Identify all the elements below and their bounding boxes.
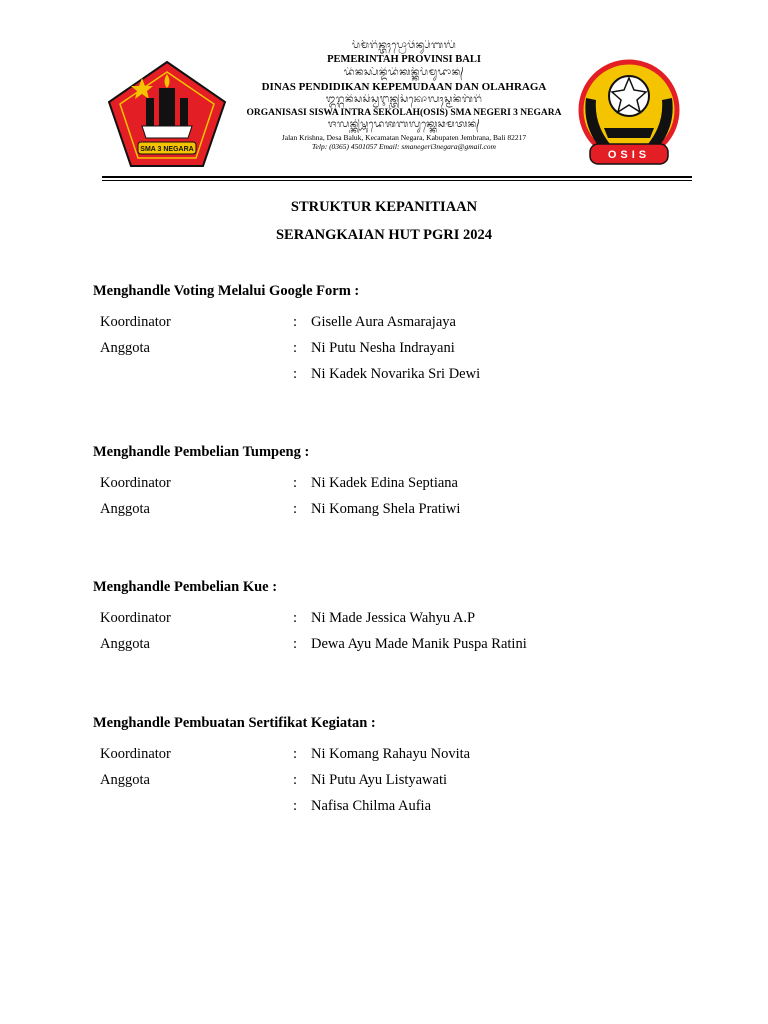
document-subtitle: SERANGKAIAN HUT PGRI 2024 xyxy=(275,227,493,243)
separator-colon: : xyxy=(293,610,298,626)
balinese-script-line: ᬧᭂᬫᭂᬭᬶᬦ᭄ᬢᬄᬧ᭄ᬭᭀᬯᬶᬦ᭄ᬲᬶᬩᬮᬶ xyxy=(351,40,457,51)
letterhead xyxy=(100,40,694,182)
member-name: Ni Komang Shela Pratiwi xyxy=(311,501,461,517)
member-name: Giselle Aura Asmarajaya xyxy=(311,314,456,330)
section-title: Menghandle Pembelian Tumpeng : xyxy=(93,444,310,460)
separator-colon: : xyxy=(293,340,298,356)
osis-logo xyxy=(576,58,682,170)
letterhead-rule-thin xyxy=(102,180,692,181)
member-name: Ni Putu Nesha Indrayani xyxy=(311,340,455,356)
school-logo xyxy=(104,58,230,170)
letterhead-rule-thick xyxy=(102,176,692,178)
section-title: Menghandle Pembelian Kue : xyxy=(93,579,278,595)
member-role: Koordinator xyxy=(100,314,171,330)
government-name: PEMERINTAH PROVINSI BALI xyxy=(327,54,481,65)
section-title: Menghandle Voting Melalui Google Form : xyxy=(93,283,360,299)
balinese-script-line: ᬚᬮᬦ᭄ᬓ᭄ᬭᬶᬱ᭄ᬡᬤᬾᬰᬩᬮᬸᬓ᭄ᬓᬾᬘᬫᬢᬦ᭄ xyxy=(327,119,481,131)
separator-colon: : xyxy=(293,772,298,788)
letterhead-text xyxy=(230,40,578,151)
school-contact: Telp: (0365) 4501057 Email: smanegeri3negara@gmail.com xyxy=(312,142,496,152)
separator-colon: : xyxy=(293,798,298,814)
separator-colon: : xyxy=(293,636,298,652)
balinese-script-line: ᬑᬭ᭄ᬕᬦᬶᬲᬲᬶᬲ᭄ᬯᬇᬦ᭄ᬢ᭄ᬭᬲᭂᬓᭀᬮᬄᬲ᭄ᬫᬦᭂᬕᭂᬭᬶ xyxy=(325,93,483,105)
organization-name: ORGANISASI SISWA INTRA SEKOLAH(OSIS) SMA NEGERI 3 NEGARA xyxy=(246,107,562,118)
department-name: DINAS PENDIDIKAN KEPEMUDAAN DAN OLAHRAGA xyxy=(261,80,547,93)
member-name: Ni Putu Ayu Listyawati xyxy=(311,772,448,788)
member-name: Ni Kadek Novarika Sri Dewi xyxy=(311,366,481,382)
school-address: Jalan Krishna, Desa Baluk, Kecamatan Negara, Kabupaten Jembrana, Bali 82217 xyxy=(281,133,527,143)
member-role: Koordinator xyxy=(100,610,171,626)
member-name: Nafisa Chilma Aufia xyxy=(311,798,432,814)
separator-colon: : xyxy=(293,314,298,330)
separator-colon: : xyxy=(293,746,298,762)
balinese-script-line: ᬤᬶᬦᬲ᭄ᬧᭂᬦ᭄ᬤᬶᬤᬶᬓᬦ᭄ᬓᭂᬧᭂᬫᬸᬤᬵᬦ᭄ xyxy=(343,66,465,78)
separator-colon: : xyxy=(293,366,298,382)
document-title: STRUKTUR KEPANITIAAN xyxy=(290,199,478,215)
member-name: Ni Made Jessica Wahyu A.P xyxy=(311,610,476,626)
section-title: Menghandle Pembuatan Sertifikat Kegiatan : xyxy=(93,715,376,731)
separator-colon: : xyxy=(293,501,298,517)
member-role: Koordinator xyxy=(100,746,171,762)
member-name: Ni Komang Rahayu Novita xyxy=(311,746,471,762)
member-name: Ni Kadek Edina Septiana xyxy=(311,475,458,491)
member-role: Koordinator xyxy=(100,475,171,491)
member-name: Dewa Ayu Made Manik Puspa Ratini xyxy=(311,636,527,652)
member-role: Anggota xyxy=(100,501,150,517)
separator-colon: : xyxy=(293,475,298,491)
school-badge-text: SMA 3 NEGARA xyxy=(140,146,194,153)
member-role: Anggota xyxy=(100,340,150,356)
osis-badge-text: OSIS xyxy=(607,149,651,161)
member-role: Anggota xyxy=(100,636,150,652)
member-role: Anggota xyxy=(100,772,150,788)
